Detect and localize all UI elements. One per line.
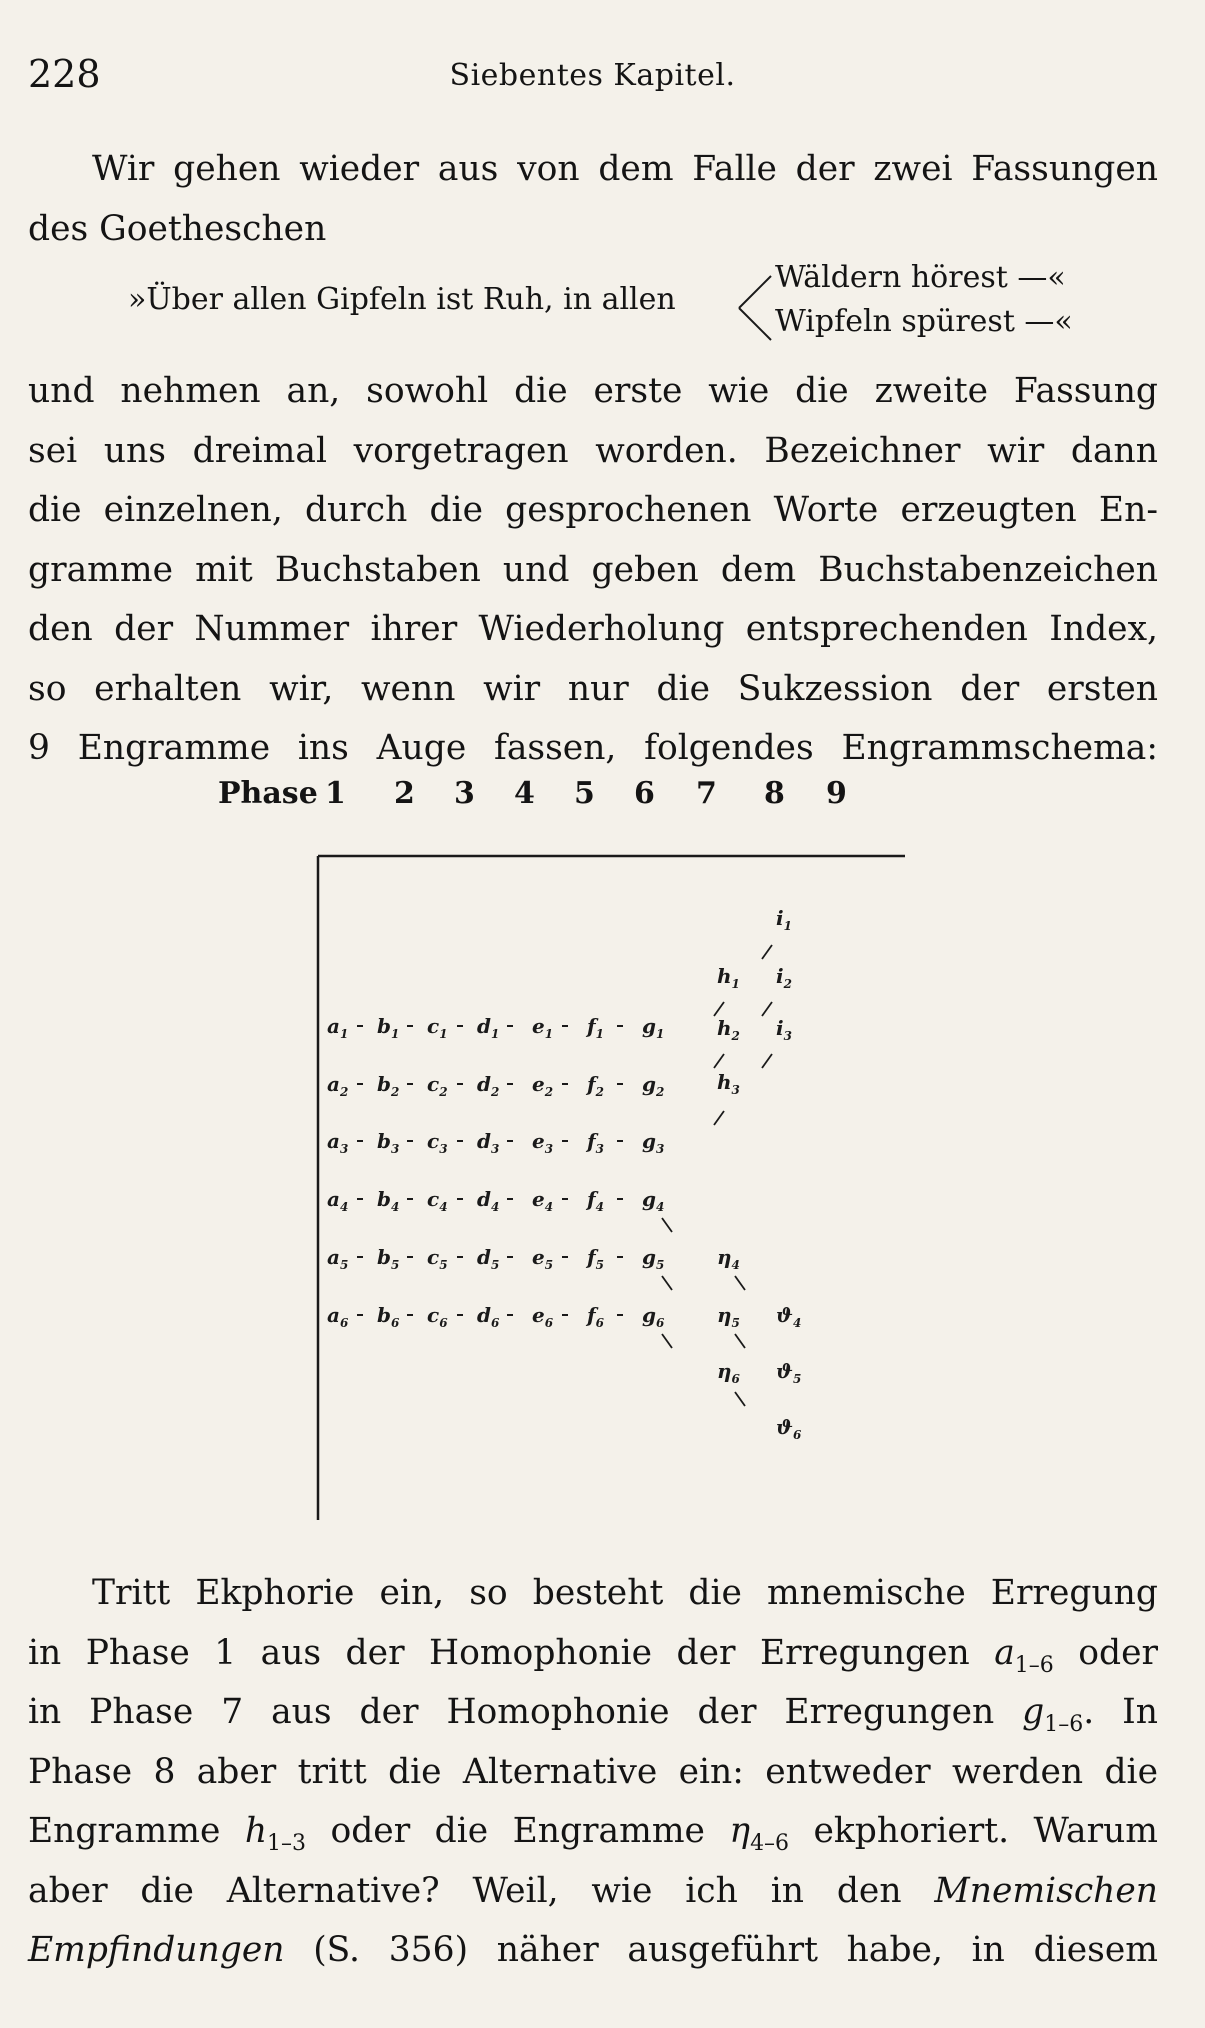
engram-label: $a_4$ bbox=[327, 1187, 349, 1214]
engram-label: $ϑ_6$ bbox=[776, 1415, 802, 1442]
scheme-branch-stroke bbox=[714, 1054, 724, 1068]
engram-label: $c_3$ bbox=[427, 1129, 448, 1156]
scheme-branch-stroke bbox=[762, 1054, 772, 1068]
scheme-branch-stroke bbox=[762, 1002, 772, 1016]
engram-scheme-diagram bbox=[300, 848, 920, 1528]
text-line: den der Nummer ihrer Wiederholung entsprechenden Index, bbox=[28, 609, 1158, 649]
page-header bbox=[28, 52, 1157, 102]
scheme-branch-stroke bbox=[662, 1276, 672, 1290]
text-line: aber die Alternative? Weil, wie ich in den Mnemischen bbox=[28, 1870, 1158, 1911]
engram-label: $e_2$ bbox=[532, 1072, 554, 1099]
phase-number: 7 bbox=[696, 776, 717, 811]
engram-scheme-svg bbox=[300, 848, 920, 1528]
paragraph-ekphorie bbox=[28, 1564, 1158, 1981]
engram-label: $b_6$ bbox=[377, 1303, 400, 1330]
engram-label: $c_5$ bbox=[427, 1245, 448, 1272]
verse-main: »Über allen Gipfeln ist Ruh, in allen bbox=[128, 282, 676, 317]
engram-label: $a_2$ bbox=[327, 1072, 349, 1099]
engram-label: $i_1$ bbox=[776, 906, 792, 933]
engram-label: $f_5$ bbox=[587, 1245, 604, 1272]
engram-label: $g_1$ bbox=[642, 1014, 665, 1041]
scheme-branch-stroke bbox=[735, 1334, 745, 1348]
engram-label: $e_5$ bbox=[532, 1245, 554, 1272]
phase-number: 9 bbox=[826, 776, 847, 811]
text-line: Empfindungen (S. 356) näher ausgeführt habe, in diesem bbox=[28, 1930, 1158, 1970]
phase-number: 3 bbox=[454, 776, 475, 811]
running-title: Siebentes Kapitel. bbox=[449, 58, 736, 93]
engram-label: $c_6$ bbox=[427, 1303, 448, 1330]
engram-label: $\eta_4$ bbox=[717, 1245, 740, 1272]
phase-number: 6 bbox=[634, 776, 655, 811]
engram-label: $f_2$ bbox=[587, 1072, 604, 1099]
scheme-branch-stroke bbox=[735, 1392, 745, 1406]
engram-label: $g_5$ bbox=[642, 1245, 665, 1272]
engram-label: $d_5$ bbox=[477, 1245, 500, 1272]
page-number: 228 bbox=[28, 52, 101, 96]
engram-label: $b_2$ bbox=[377, 1072, 400, 1099]
scheme-branch-stroke bbox=[714, 1002, 724, 1016]
text-line: Engramme $h_{1-3}$ oder die Engramme $\eta_{4-6}$ ekphoriert. Warum bbox=[28, 1811, 1158, 1856]
engram-label: $f_1$ bbox=[587, 1014, 604, 1041]
engram-label: $ϑ_4$ bbox=[776, 1303, 802, 1330]
engram-label: $d_4$ bbox=[477, 1187, 500, 1214]
engram-label: $a_3$ bbox=[327, 1129, 349, 1156]
branch-bracket-icon bbox=[735, 270, 775, 350]
paragraph-intro bbox=[28, 140, 1158, 259]
phase-header-row bbox=[0, 776, 1205, 824]
engram-label: $e_1$ bbox=[532, 1014, 554, 1041]
engram-label: $g_3$ bbox=[642, 1129, 665, 1156]
scheme-branch-stroke bbox=[735, 1276, 745, 1290]
text-line: so erhalten wir, wenn wir nur die Sukzession der ersten bbox=[28, 668, 1158, 709]
verse-branch-top: Wäldern hörest —« bbox=[775, 260, 1066, 295]
engram-label: $a_5$ bbox=[327, 1245, 349, 1272]
text-line: Phase 8 aber tritt die Alternative ein: entweder werden die bbox=[28, 1751, 1158, 1792]
scheme-branch-stroke bbox=[762, 945, 772, 959]
engram-label: $f_3$ bbox=[587, 1129, 604, 1156]
engram-label: $c_4$ bbox=[427, 1187, 448, 1214]
engram-label: $i_3$ bbox=[776, 1016, 792, 1043]
text-line: die einzelnen, durch die gesprochenen Worte erzeugten En- bbox=[28, 490, 1158, 530]
text-line: in Phase 1 aus der Homophonie der Erregungen $a_{1-6}$ oder bbox=[28, 1632, 1158, 1678]
engram-label: $h_2$ bbox=[717, 1016, 740, 1043]
engram-label: $b_4$ bbox=[377, 1187, 400, 1214]
text-line: des Goetheschen bbox=[28, 208, 327, 249]
scheme-branch-stroke bbox=[662, 1334, 672, 1348]
phase-number: 2 bbox=[394, 776, 415, 811]
engram-label: $a_6$ bbox=[327, 1303, 349, 1330]
phase-number: 8 bbox=[764, 776, 785, 811]
engram-label: $c_1$ bbox=[427, 1014, 448, 1041]
engram-label: $d_6$ bbox=[477, 1303, 500, 1330]
verse-quote bbox=[0, 262, 1205, 342]
engram-label: $d_2$ bbox=[477, 1072, 500, 1099]
engram-label: $f_6$ bbox=[587, 1303, 604, 1330]
engram-label: $e_6$ bbox=[532, 1303, 554, 1330]
engram-label: $d_1$ bbox=[477, 1014, 500, 1041]
engram-label: $g_4$ bbox=[642, 1187, 665, 1214]
scheme-branch-stroke bbox=[714, 1111, 724, 1125]
text-line: 9 Engramme ins Auge fassen, folgendes Engrammschema: bbox=[28, 728, 1158, 768]
engram-label: $h_3$ bbox=[717, 1070, 740, 1097]
engram-label: $b_1$ bbox=[377, 1014, 400, 1041]
engram-label: $e_4$ bbox=[532, 1187, 554, 1214]
engram-label: $h_1$ bbox=[717, 964, 740, 991]
scheme-branch-stroke bbox=[662, 1218, 672, 1232]
phase-number: 4 bbox=[514, 776, 535, 811]
engram-label: $f_4$ bbox=[587, 1187, 604, 1214]
engram-label: $d_3$ bbox=[477, 1129, 500, 1156]
engram-label: $b_3$ bbox=[377, 1129, 400, 1156]
engram-label: $g_2$ bbox=[642, 1072, 665, 1099]
engram-label: $c_2$ bbox=[427, 1072, 448, 1099]
text-line: sei uns dreimal vorgetragen worden. Bezeichner wir dann bbox=[28, 430, 1158, 471]
engram-label: $\eta_6$ bbox=[717, 1359, 740, 1386]
phase-number: 5 bbox=[574, 776, 595, 811]
engram-label: $a_1$ bbox=[327, 1014, 349, 1041]
phase-label: Phase bbox=[218, 776, 318, 811]
phase-number: 1 bbox=[325, 776, 346, 811]
engram-label: $ϑ_5$ bbox=[776, 1359, 802, 1386]
engram-label: $\eta_5$ bbox=[717, 1303, 740, 1330]
paragraph-setup bbox=[28, 362, 1158, 779]
text-line: Wir gehen wieder aus von dem Falle der zwei Fassungen bbox=[92, 149, 1158, 189]
engram-label: $e_3$ bbox=[532, 1129, 554, 1156]
engram-label: $b_5$ bbox=[377, 1245, 400, 1272]
text-line: in Phase 7 aus der Homophonie der Erregungen $g_{1-6}$. In bbox=[28, 1692, 1158, 1737]
text-line: und nehmen an, sowohl die erste wie die zweite Fassung bbox=[28, 371, 1158, 411]
verse-branch-bottom: Wipfeln spürest —« bbox=[775, 304, 1073, 339]
text-line: Tritt Ekphorie ein, so besteht die mnemische Erregung bbox=[92, 1573, 1158, 1613]
text-line: gramme mit Buchstaben und geben dem Buchstabenzeichen bbox=[28, 549, 1158, 590]
engram-label: $g_6$ bbox=[642, 1303, 665, 1330]
engram-label: $i_2$ bbox=[776, 964, 792, 991]
